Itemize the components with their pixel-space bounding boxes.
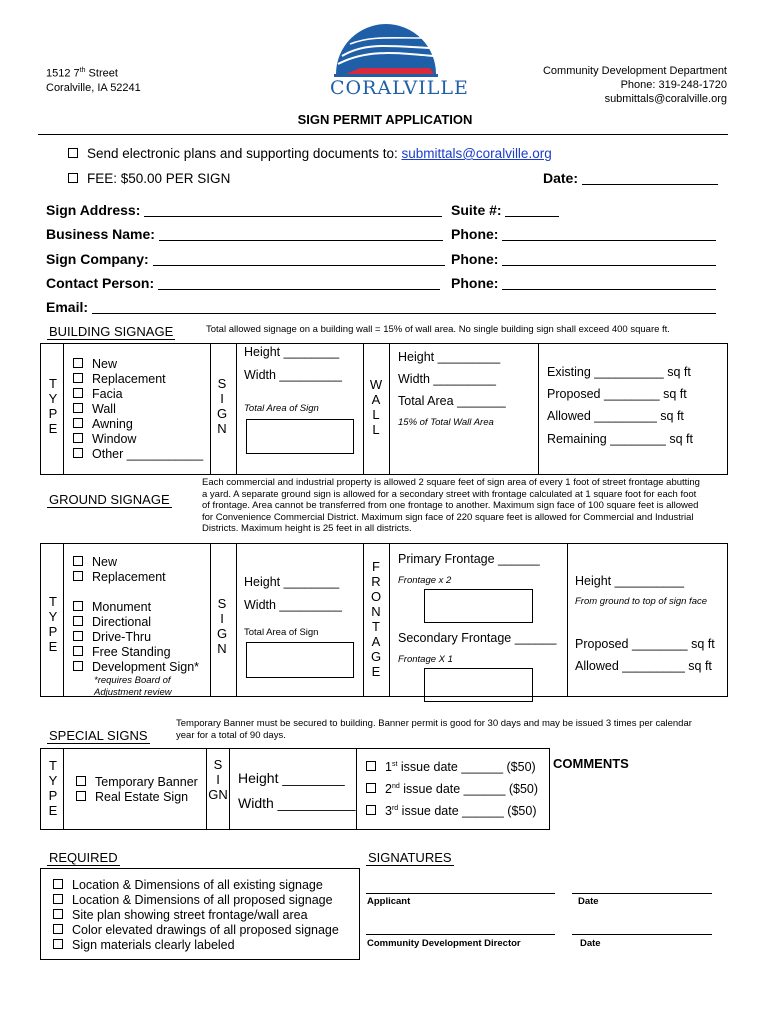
type-option-facia[interactable]: Facia xyxy=(73,387,203,402)
ground-type-list-b xyxy=(73,600,199,675)
checkbox[interactable] xyxy=(366,783,376,793)
business-phone-field[interactable]: Phone: xyxy=(451,226,716,242)
requires-board-note: *requires Board of Adjustment review xyxy=(94,675,172,698)
divider xyxy=(567,543,568,696)
ground-width-field[interactable]: Width _________ xyxy=(244,598,342,612)
ground-type-list-a xyxy=(73,555,166,585)
page-title: SIGN PERMIT APPLICATION xyxy=(297,112,473,127)
director-date-line[interactable] xyxy=(572,934,712,935)
ground-allowed-field[interactable]: Allowed _________ sq ft xyxy=(575,659,712,673)
required-item[interactable]: Site plan showing street frontage/wall area xyxy=(53,908,339,923)
checkbox[interactable] xyxy=(73,556,83,566)
checkbox[interactable] xyxy=(73,403,83,413)
sign-vertical-label: S I GN xyxy=(208,757,228,802)
director-label: Community Development Director xyxy=(367,938,521,949)
checkbox[interactable] xyxy=(68,148,78,158)
required-item[interactable]: Color elevated drawings of all proposed signage xyxy=(53,923,339,938)
date-label: Date xyxy=(580,938,601,949)
existing-sqft-field[interactable]: Existing __________ sq ft xyxy=(547,365,691,379)
contact-person-field[interactable]: Contact Person: xyxy=(46,275,440,291)
checkbox[interactable] xyxy=(53,909,63,919)
total-area-sign-label: Total Area of Sign xyxy=(244,403,319,414)
submittals-email-link[interactable]: submittals@coralville.org xyxy=(401,146,552,161)
email-field[interactable]: Email: xyxy=(46,299,716,315)
checkbox[interactable] xyxy=(53,879,63,889)
divider xyxy=(63,343,64,474)
secondary-frontage-input[interactable] xyxy=(424,668,533,702)
special-note: Temporary Banner must be secured to building. Banner permit is good for 30 days and may be issued 3 times per calendar year for a total of 90 days. xyxy=(176,718,692,741)
applicant-signature-line[interactable] xyxy=(366,893,555,894)
checkbox[interactable] xyxy=(73,631,83,641)
type-vertical-label: T Y P E xyxy=(48,594,58,654)
ground-option-replacement[interactable]: Replacement xyxy=(73,570,166,585)
checkbox[interactable] xyxy=(366,761,376,771)
checkbox[interactable] xyxy=(73,601,83,611)
ground-option-free-standing[interactable]: Free Standing xyxy=(73,645,199,660)
divider xyxy=(210,343,211,474)
divider xyxy=(538,343,539,474)
checkbox[interactable] xyxy=(73,571,83,581)
ground-signage-label: GROUND SIGNAGE xyxy=(49,492,170,507)
from-ground-label: From ground to top of sign face xyxy=(575,596,708,607)
divider xyxy=(356,748,357,829)
coralville-logo xyxy=(330,22,469,100)
department-contact: Community Development Department Phone: 319-248-1720 submittals@coralville.org xyxy=(542,65,727,105)
building-signage-label: BUILDING SIGNAGE xyxy=(49,324,174,339)
checkbox[interactable] xyxy=(53,924,63,934)
ground-proposed-field[interactable]: Proposed ________ sq ft xyxy=(575,637,715,651)
special-type-list xyxy=(76,775,198,805)
contact-phone-field[interactable]: Phone: xyxy=(451,275,716,291)
sign-vertical-label: S I G N xyxy=(216,376,228,436)
building-type-list xyxy=(73,357,203,462)
total-area-sign-input[interactable] xyxy=(246,419,354,454)
director-signature-line[interactable] xyxy=(366,934,555,935)
wall-total-area-field[interactable]: Total Area _______ xyxy=(398,394,506,408)
checkbox[interactable] xyxy=(366,805,376,815)
special-signs-label: SPECIAL SIGNS xyxy=(49,728,148,743)
ground-right-height-field[interactable]: Height __________ xyxy=(575,574,685,588)
city-address: 1512 7th Street Coralville, IA 52241 xyxy=(46,67,141,94)
divider xyxy=(63,748,64,829)
type-option-replacement[interactable]: Replacement xyxy=(73,372,203,387)
issue-3-field[interactable]: 3rd issue date ______ ($50) xyxy=(366,801,536,819)
wall-pct-label: 15% of Total Wall Area xyxy=(398,417,494,428)
divider xyxy=(229,748,230,829)
suite-field[interactable]: Suite #: xyxy=(451,202,559,218)
sign-company-field[interactable]: Sign Company: xyxy=(46,251,445,267)
date-label: Date xyxy=(578,896,599,907)
special-option-banner[interactable]: Temporary Banner xyxy=(76,775,198,790)
fee-option[interactable]: FEE: $50.00 PER SIGN xyxy=(68,171,230,186)
ground-option-development-sign[interactable]: Development Sign* xyxy=(73,660,199,675)
required-item[interactable]: Location & Dimensions of all existing signage xyxy=(53,878,339,893)
divider xyxy=(363,343,364,474)
checkbox[interactable] xyxy=(73,418,83,428)
checkbox[interactable] xyxy=(73,433,83,443)
required-list xyxy=(53,878,339,953)
checkbox[interactable] xyxy=(73,358,83,368)
type-option-other[interactable]: Other ___________ xyxy=(73,447,203,462)
date-field[interactable]: Date: xyxy=(543,170,718,186)
business-name-field[interactable]: Business Name: xyxy=(46,226,443,242)
frontage-x1-label: Frontage X 1 xyxy=(398,654,453,665)
checkbox[interactable] xyxy=(73,646,83,656)
building-note: Total allowed signage on a building wall = 15% of wall area. No single building sign shall exceed 400 square ft. xyxy=(206,324,670,335)
allowed-sqft-field[interactable]: Allowed _________ sq ft xyxy=(547,409,684,423)
checkbox[interactable] xyxy=(73,373,83,383)
signatures-label: SIGNATURES xyxy=(368,850,452,865)
ground-option-directional[interactable]: Directional xyxy=(73,615,199,630)
checkbox[interactable] xyxy=(68,173,78,183)
proposed-sqft-field[interactable]: Proposed ________ sq ft xyxy=(547,387,687,401)
primary-frontage-input[interactable] xyxy=(424,589,533,623)
checkbox[interactable] xyxy=(73,616,83,626)
ground-total-area-label: Total Area of Sign xyxy=(244,627,319,638)
ground-total-area-input[interactable] xyxy=(246,642,354,678)
send-plans-option[interactable]: Send electronic plans and supporting documents to: submittals@coralville.org xyxy=(68,146,552,161)
divider xyxy=(236,343,237,474)
applicant-label: Applicant xyxy=(367,896,411,907)
divider xyxy=(63,543,64,696)
sign-width-field[interactable]: Width _________ xyxy=(244,368,342,382)
required-item[interactable]: Location & Dimensions of all proposed signage xyxy=(53,893,339,908)
issue-1-field[interactable]: 1st issue date ______ ($50) xyxy=(366,757,536,775)
checkbox[interactable] xyxy=(76,791,86,801)
divider xyxy=(210,543,211,696)
frontage-vertical-label: F R O N T A G E xyxy=(370,559,382,679)
primary-frontage-field[interactable]: Primary Frontage ______ xyxy=(398,552,540,566)
type-vertical-label: T Y P E xyxy=(48,376,58,436)
type-vertical-label: T Y P E xyxy=(48,758,58,818)
sign-vertical-label: S I G N xyxy=(216,596,228,656)
divider xyxy=(236,543,237,696)
special-height-field[interactable]: Height ________ xyxy=(238,770,345,786)
wall-width-field[interactable]: Width _________ xyxy=(398,372,496,386)
sign-height-field[interactable]: Height ________ xyxy=(244,345,340,359)
divider xyxy=(389,343,390,474)
issue-2-field[interactable]: 2nd issue date ______ ($50) xyxy=(366,779,538,797)
checkbox[interactable] xyxy=(73,388,83,398)
type-option-awning[interactable]: Awning xyxy=(73,417,203,432)
checkbox[interactable] xyxy=(73,661,83,671)
required-item[interactable]: Sign materials clearly labeled xyxy=(53,938,339,953)
comments-label: COMMENTS xyxy=(553,756,629,771)
divider xyxy=(389,543,390,696)
applicant-date-line[interactable] xyxy=(572,893,712,894)
remaining-sqft-field[interactable]: Remaining ________ sq ft xyxy=(547,432,693,446)
special-width-field[interactable]: Width __________ xyxy=(238,795,356,811)
ground-note: Each commercial and industrial property is allowed 2 square feet of sign area of every 1 foot of street frontage abutting a yard. A separate ground sign is allowed for a secondary street with frontage calculated at 1 square foot for each foot of frontage. Area cannot be transferred from one frontage to another. Maximum sign face of 100 square feet is allowed for Convenience Commercial District. Maximum sign face of 220 square feet is allowed for Commercial and Industrial Districts. Maximum height is 25 feet in all districts. xyxy=(202,477,700,534)
type-option-window[interactable]: Window xyxy=(73,432,203,447)
sign-address-field[interactable]: Sign Address: xyxy=(46,202,442,218)
wall-height-field[interactable]: Height _________ xyxy=(398,350,501,364)
ground-height-field[interactable]: Height ________ xyxy=(244,575,340,589)
checkbox[interactable] xyxy=(53,894,63,904)
secondary-frontage-field[interactable]: Secondary Frontage ______ xyxy=(398,631,557,645)
ground-option-drive-thru[interactable]: Drive-Thru xyxy=(73,630,199,645)
divider xyxy=(206,748,207,829)
frontage-x2-label: Frontage x 2 xyxy=(398,575,452,586)
divider xyxy=(363,543,364,696)
type-option-wall[interactable]: Wall xyxy=(73,402,203,417)
ground-option-monument[interactable]: Monument xyxy=(73,600,199,615)
company-phone-field[interactable]: Phone: xyxy=(451,251,716,267)
title-rule xyxy=(38,134,728,135)
checkbox[interactable] xyxy=(53,939,63,949)
ground-option-new[interactable]: New xyxy=(73,555,166,570)
type-option-new[interactable]: New xyxy=(73,357,203,372)
wall-vertical-label: W A L L xyxy=(369,377,383,437)
special-option-real-estate[interactable]: Real Estate Sign xyxy=(76,790,198,805)
logo-text: CORALVILLE xyxy=(330,77,469,99)
required-label: REQUIRED xyxy=(49,850,118,865)
checkbox[interactable] xyxy=(73,448,83,458)
checkbox[interactable] xyxy=(76,776,86,786)
